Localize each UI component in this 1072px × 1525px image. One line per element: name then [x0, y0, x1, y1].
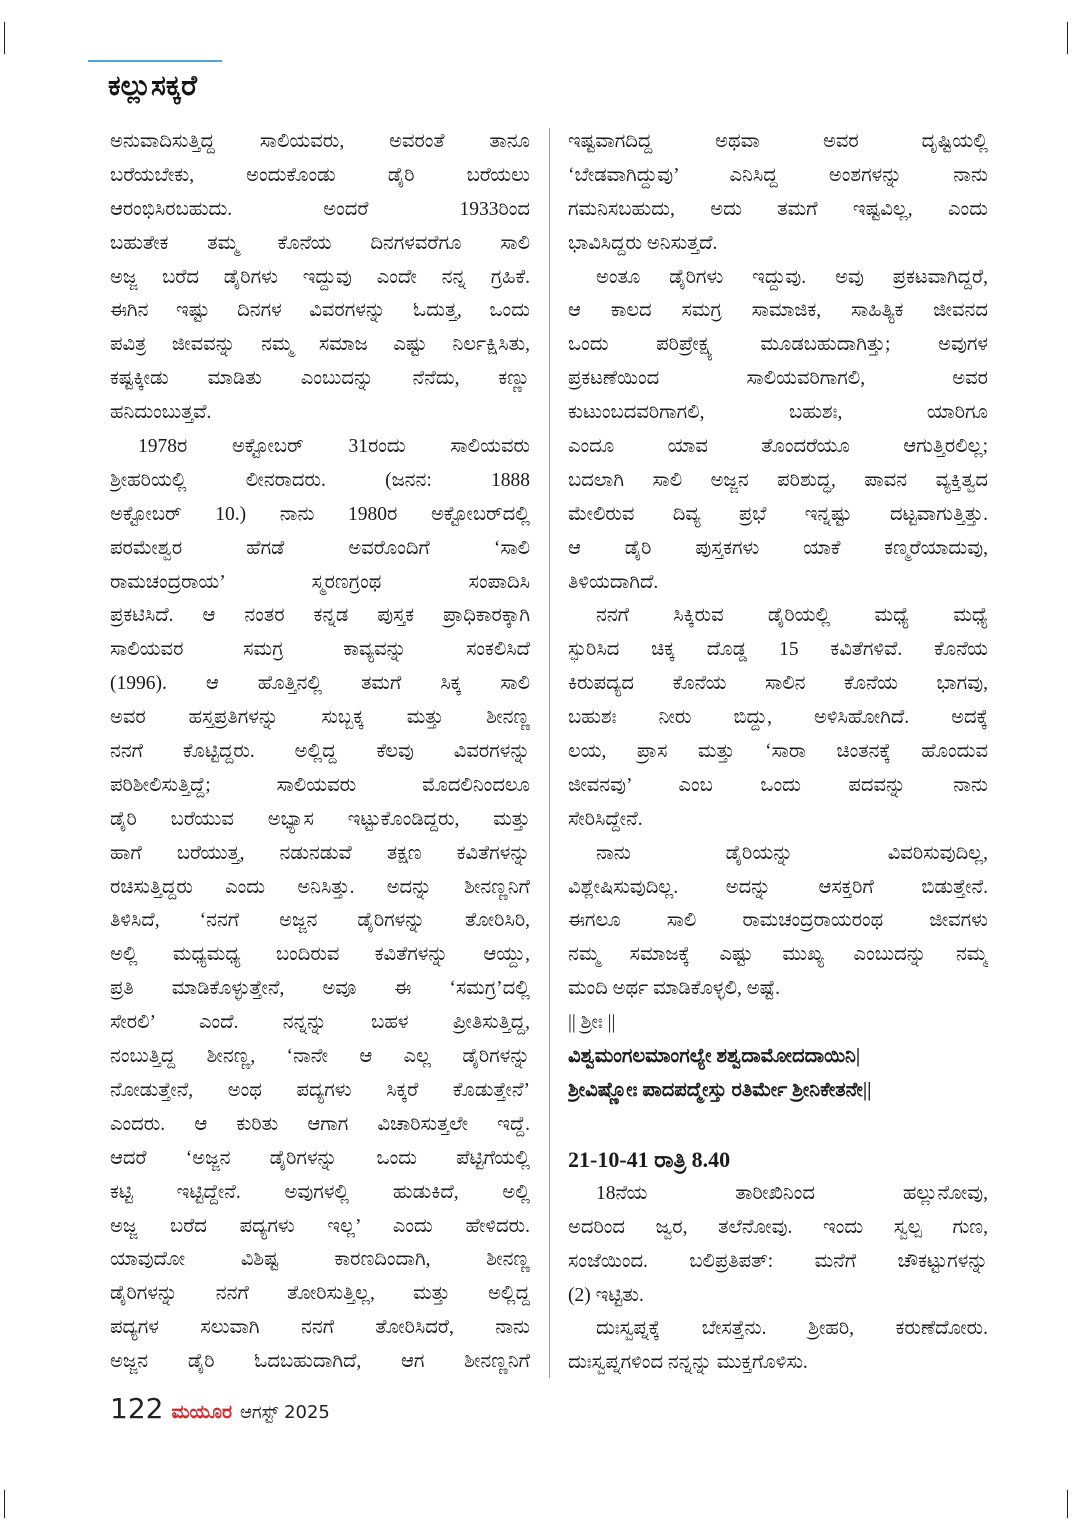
text-line: ಅವರ ಹಸ್ತಪ್ರತಿಗಳನ್ನು ಸುಬ್ಬಕ್ಕ ಮತ್ತು ಶೀನಣ್ಣ [110, 707, 530, 729]
text-line: ಈಗಿನ ಇಷ್ಟು ದಿನಗಳ ವಿವರಗಳನ್ನು ಓದುತ್ತ, ಒಂದು [110, 300, 530, 322]
paragraph [110, 125, 530, 430]
text-line: 1978ರ ಅಕ್ಟೋಬರ್ 31ರಂದು ಸಾಲಿಯವರು [138, 436, 530, 458]
text-line: ಕುಟುಂಬದವರಿಗಾಗಲಿ, ಬಹುಶಃ, ಯಾರಿಗೂ [568, 402, 988, 424]
text-line: ಎಂದರು. ಆ ಕುರಿತು ಆಗಾಗ ವಿಚಾರಿಸುತ್ತಲೇ ಇದ್ದೆ. [110, 1113, 530, 1135]
text-line: ಅಜ್ಜ ಬರೆದ ಡೈರಿಗಳು ಇದ್ದುವು ಎಂದೇ ನನ್ನ ಗ್ರಹಿಕೆ. [110, 266, 530, 288]
text-line: ಕಷ್ಟಕ್ಕೀಡು ಮಾಡಿತು ಎಂಬುದನ್ನು ನೆನೆದು, ಕಣ್ಣು [110, 368, 530, 390]
text-line: ರಾಮಚಂದ್ರರಾಯ’ ಸ್ಮರಣಗ್ರಂಥ ಸಂಪಾದಿಸಿ [110, 571, 530, 593]
text-line: ಮಂದಿ ಅರ್ಥ ಮಾಡಿಕೊಳ್ಳಲಿ, ಅಷ್ಟೆ. [568, 978, 780, 1000]
text-line: ಬರೆಯಬೇಕು, ಅಂದುಕೊಂಡು ಡೈರಿ ಬರೆಯಲು [110, 164, 530, 186]
verse-line: ವಿಶ್ವಮಂಗಲಮಾಂಗಲ್ಯೇ ಶಶ್ವದಾಮೋದದಾಯಿನಿ| [568, 1046, 861, 1068]
text-line: (1996). ಆ ಹೊತ್ತಿನಲ್ಲಿ ತಮಗೆ ಸಿಕ್ಕ ಸಾಲಿ [110, 673, 530, 695]
text-line: ಮೇಲಿರುವ ದಿವ್ಯ ಪ್ರಭೆ ಇನ್ನಷ್ಟು ದಟ್ಟವಾಗುತ್ತಿತ್ತು. [568, 503, 988, 525]
text-line: ತಿಳಿಯದಾಗಿದೆ. [568, 571, 659, 593]
text-line: ಅಜ್ಜನ ಡೈರಿ ಓದಬಹುದಾಗಿದೆ, ಆಗ ಶೀನಣ್ಣನಿಗೆ [110, 1351, 530, 1373]
text-line: ನಮ್ಮ ಸಮಾಜಕ್ಕೆ ಎಷ್ಟು ಮುಖ್ಯ ಎಂಬುದನ್ನು ನಮ್ಮ [568, 944, 988, 966]
magazine-logo: ಮಯೂರ [171, 1401, 233, 1423]
text-line: ಅದರಿಂದ ಜ್ವರ, ತಲೆನೋವು. ಇಂದು ಸ್ವಲ್ಪ ಗುಣ, [568, 1216, 988, 1238]
text-line: ಕಟ್ಟಿ ಇಟ್ಟಿದ್ದೇನೆ. ಅವುಗಳಲ್ಲಿ ಹುಡುಕಿದೆ, ಅಲ್ಲಿ [110, 1181, 530, 1203]
crop-mark-top-left [4, 22, 5, 54]
text-line: (2) ಇಟ್ಟಿತು. [568, 1284, 644, 1306]
right-column-paragraphs [568, 125, 988, 1006]
issue-date: ಆಗಸ್ಟ್ 2025 [240, 1402, 330, 1423]
paragraph [568, 125, 988, 261]
text-line: ಆ ಕಾಲದ ಸಮಗ್ರ ಸಾಮಾಜಿಕ, ಸಾಹಿತ್ಯಿಕ ಜೀವನದ [568, 300, 988, 322]
diary-entry-paragraphs [568, 1177, 988, 1380]
text-line: ದುಃಸ್ವಪ್ನಕ್ಕೆ ಬೇಸತ್ತೆನು. ಶ್ರೀಹರಿ, ಕರುಣೆದೋರು. [596, 1318, 988, 1340]
text-line: ಪರಿಶೀಲಿಸುತ್ತಿದ್ದೆ; ಸಾಲಿಯವರು ಮೊದಲಿನಿಂದಲೂ [110, 774, 530, 796]
text-line: ಕಿರುಪದ್ಯದ ಕೊನೆಯ ಸಾಲಿನ ಕೊನೆಯ ಭಾಗವು, [568, 673, 988, 695]
text-line: ಅಕ್ಟೋಬರ್ 10.) ನಾನು 1980ರ ಅಕ್ಟೋಬರ್‌ದಲ್ಲಿ [110, 503, 530, 525]
text-line: ಇಷ್ಟವಾಗದಿದ್ದ ಅಥವಾ ಅವರ ದೃಷ್ಟಿಯಲ್ಲಿ [568, 131, 988, 152]
text-line: ಪ್ರಕಟಣೆಯಿಂದ ಸಾಲಿಯವರಿಗಾಗಲಿ, ಅವರ [568, 368, 988, 390]
invocation-line: || ಶ್ರೀಃ || [568, 1012, 616, 1034]
paragraph [568, 837, 988, 1006]
page-footer [110, 1392, 330, 1432]
text-line: ಸಾಲಿಯವರ ಸಮಗ್ರ ಕಾವ್ಯವನ್ನು ಸಂಕಲಿಸಿದೆ [110, 639, 530, 661]
text-line: ಭಾವಿಸಿದ್ದರು ಅನಿಸುತ್ತದೆ. [568, 232, 718, 254]
text-line: ಪದ್ಯಗಳ ಸಲುವಾಗಿ ನನಗೆ ತೋರಿಸಿದರೆ, ನಾನು [110, 1317, 530, 1339]
text-line: ಗಮನಿಸಬಹುದು, ಅದು ತಮಗೆ ಇಷ್ಟವಿಲ್ಲ, ಎಂದು [568, 198, 988, 220]
left-column [110, 125, 530, 1379]
text-line: ಡೈರಿ ಬರೆಯುವ ಅಭ್ಯಾಸ ಇಟ್ಟುಕೊಂಡಿದ್ದರು, ಮತ್ತು [110, 808, 530, 830]
crop-mark-bottom-left [4, 1490, 5, 1518]
section-title: ಕಲ್ಲುಸಕ್ಕರೆ [108, 69, 198, 102]
text-line: ಬಹುಶಃ ನೀರು ಬಿದ್ದು, ಅಳಿಸಿಹೋಗಿದೆ. ಅದಕ್ಕೆ [568, 707, 988, 729]
text-line: ಆರಂಭಿಸಿರಬಹುದು. ಅಂದರೆ 1933ರಿಂದ [110, 198, 530, 220]
text-line: ಬಹುತೇಕ ತಮ್ಮ ಕೊನೆಯ ದಿನಗಳವರೆಗೂ ಸಾಲಿ [110, 232, 530, 254]
text-line: ಅಲ್ಲಿ ಮಧ್ಯಮಧ್ಯ ಬಂದಿರುವ ಕವಿತೆಗಳನ್ನು ಆಯ್ದು, [110, 944, 530, 966]
paragraph [568, 599, 988, 836]
paragraph [568, 1177, 988, 1313]
paragraph [110, 430, 530, 1379]
text-line: ಎಂದೂ ಯಾವ ತೊಂದರೆಯೂ ಆಗುತ್ತಿರಲಿಲ್ಲ; [568, 436, 988, 458]
text-line: ರಚಿಸುತ್ತಿದ್ದರು ಎಂದು ಅನಿಸಿತ್ತು. ಅದನ್ನು ಶೀನಣ್ಣನಿಗೆ [110, 876, 530, 898]
text-line: ಹನಿದುಂಬುತ್ತವೆ. [110, 402, 212, 424]
crop-mark-bottom-right [1067, 1490, 1068, 1518]
text-line: ಅಂತೂ ಡೈರಿಗಳು ಇದ್ದುವು. ಅವು ಪ್ರಕಟವಾಗಿದ್ದರೆ, [596, 266, 988, 288]
text-line: ಪರಮೇಶ್ವರ ಹೆಗಡೆ ಅವರೊಂದಿಗೆ ‘ಸಾಲಿ [110, 537, 530, 559]
text-line: ಡೈರಿಗಳನ್ನು ನನಗೆ ತೋರಿಸುತ್ತಿಲ್ಲ, ಮತ್ತು ಅಲ್ಲಿದ್ದ [110, 1283, 530, 1305]
text-line: ಯಾವುದೋ ವಿಶಿಷ್ಟ ಕಾರಣದಿಂದಾಗಿ, ಶೀನಣ್ಣ [110, 1249, 530, 1271]
text-line: ಪ್ರತಿ ಮಾಡಿಕೊಳ್ಳುತ್ತೇನೆ, ಅವೂ ಈ ‘ಸಮಗ್ರ’ದಲ್ಲಿ [110, 978, 530, 1000]
crop-mark-top-right [1067, 22, 1068, 54]
text-line: ನಾನು ಡೈರಿಯನ್ನು ವಿವರಿಸುವುದಿಲ್ಲ, [596, 842, 988, 864]
page-number: 122 [110, 1392, 164, 1425]
text-line: ತಿಳಿಸಿದೆ, ‘ನನಗೆ ಅಜ್ಜನ ಡೈರಿಗಳನ್ನು ತೋರಿಸಿರಿ, [110, 910, 530, 932]
text-line: ಅಜ್ಜ ಬರೆದ ಪದ್ಯಗಳು ಇಲ್ಲ’ ಎಂದು ಹೇಳಿದರು. [110, 1215, 530, 1237]
text-line: ಹಾಗೆ ಬರೆಯುತ್ತ, ನಡುನಡುವೆ ತಕ್ಷಣ ಕವಿತೆಗಳನ್ನು [110, 842, 530, 864]
text-line: ನನಗೆ ಕೊಟ್ಟಿದ್ದರು. ಅಲ್ಲಿದ್ದ ಕೆಲವು ವಿವರಗಳನ್ನು [110, 741, 530, 763]
verse-line: ಶ್ರೀವಿಷ್ಣೋಃ ಪಾದಪದ್ಮೇಸ್ತು ರತಿರ್ಮೇ ಶ್ರೀನಿಕೇತನೇ|| [568, 1079, 872, 1101]
text-line: ವಿಶ್ಲೇಷಿಸುವುದಿಲ್ಲ. ಅದನ್ನು ಆಸಕ್ತರಿಗೆ ಬಿಡುತ್ತೇನೆ. [568, 876, 988, 898]
text-line: ನಂಬುತ್ತಿದ್ದ ಶೀನಣ್ಣ, ‘ನಾನೇ ಆ ಎಲ್ಲ ಡೈರಿಗಳನ್ನು [110, 1046, 530, 1068]
text-line: ಸಂಜೆಯಿಂದ. ಬಲಿಪ್ರತಿಪತ್: ಮನೆಗೆ ಚೌಕಟ್ಟುಗಳನ್ನು [568, 1250, 988, 1272]
column-divider [549, 128, 550, 1378]
text-line: ನೋಡುತ್ತೇನೆ, ಅಂಥ ಪದ್ಯಗಳು ಸಿಕ್ಕರೆ ಕೊಡುತ್ತೇನೆ’ [110, 1079, 530, 1101]
paragraph [568, 261, 988, 600]
text-line: ಆ ಡೈರಿ ಪುಸ್ತಕಗಳು ಯಾಕೆ ಕಣ್ಮರೆಯಾದುವು, [568, 537, 988, 559]
text-line: ದುಃಸ್ವಪ್ನಗಳಿಂದ ನನ್ನನ್ನು ಮುಕ್ತಗೊಳಿಸು. [568, 1352, 808, 1374]
right-column [568, 125, 988, 1380]
text-line: ಪ್ರಕಟಿಸಿದೆ. ಆ ನಂತರ ಕನ್ನಡ ಪುಸ್ತಕ ಪ್ರಾಧಿಕಾರಕ್ಕಾಗಿ [110, 605, 530, 627]
text-line: ಆದರೆ ‘ಅಜ್ಜನ ಡೈರಿಗಳನ್ನು ಒಂದು ಪೆಟ್ಟಿಗೆಯಲ್ಲಿ [110, 1147, 530, 1169]
text-line: ಪವಿತ್ರ ಜೀವವನ್ನು ನಮ್ಮ ಸಮಾಜ ಎಷ್ಟು ನಿರ್ಲಕ್ಷಿಸಿತು, [110, 334, 530, 356]
header-rule [88, 60, 222, 62]
text-line: ಈಗಲೂ ಸಾಲಿ ರಾಮಚಂದ್ರರಾಯರಂಥ ಜೀವಗಳು [568, 910, 988, 932]
text-line: ಲಯ, ಪ್ರಾಸ ಮತ್ತು ‘ಸಾರಾ ಚಿಂತನಕ್ಕೆ ಹೊಂದುವ [568, 741, 988, 763]
text-line: ಶ್ರೀಹರಿಯಲ್ಲಿ ಲೀನರಾದರು. (ಜನನ: 1888 [110, 469, 530, 491]
text-line: ಅನುವಾದಿಸುತ್ತಿದ್ದ ಸಾಲಿಯವರು, ಅವರಂತೆ ತಾನೂ [110, 131, 530, 152]
text-line: ಸೇರಿಸಿದ್ದೇನೆ. [568, 808, 643, 830]
text-line: 18ನೆಯ ತಾರೀಖಿನಿಂದ ಹಲ್ಲುನೋವು, [596, 1182, 988, 1204]
text-line: ಜೀವನವು’ ಎಂಬ ಒಂದು ಪದವನ್ನು ನಾನು [568, 774, 988, 796]
text-line: ಒಂದು ಪರಿಪ್ರೇಕ್ಷ್ಯ ಮೂಡಬಹುದಾಗಿತ್ತು; ಅವುಗಳ [568, 334, 988, 356]
paragraph [568, 1312, 988, 1380]
text-line: ನನಗೆ ಸಿಕ್ಕಿರುವ ಡೈರಿಯಲ್ಲಿ ಮಧ್ಯೆ ಮಧ್ಯೆ [596, 605, 988, 627]
text-line: ಬದಲಾಗಿ ಸಾಲಿ ಅಜ್ಜನ ಪರಿಶುದ್ಧ, ಪಾವನ ವ್ಯಕ್ತಿತ್ವದ [568, 469, 988, 491]
text-line: ಸ್ಫುರಿಸಿದ ಚಿಕ್ಕ ದೊಡ್ಡ 15 ಕವಿತೆಗಳಿವೆ. ಕೊನೆಯ [568, 639, 988, 661]
diary-entry-date: 21-10-41 ರಾತ್ರಿ 8.40 [568, 1146, 731, 1172]
text-line: ಸೇರಲಿ’ ಎಂದೆ. ನನ್ನನ್ನು ಬಹಳ ಪ್ರೀತಿಸುತ್ತಿದ್ದ, [110, 1012, 530, 1034]
text-line: ‘ಬೇಡವಾಗಿದ್ದುವು’ ಎನಿಸಿದ್ದ ಅಂಶಗಳನ್ನು ನಾನು [568, 164, 988, 186]
